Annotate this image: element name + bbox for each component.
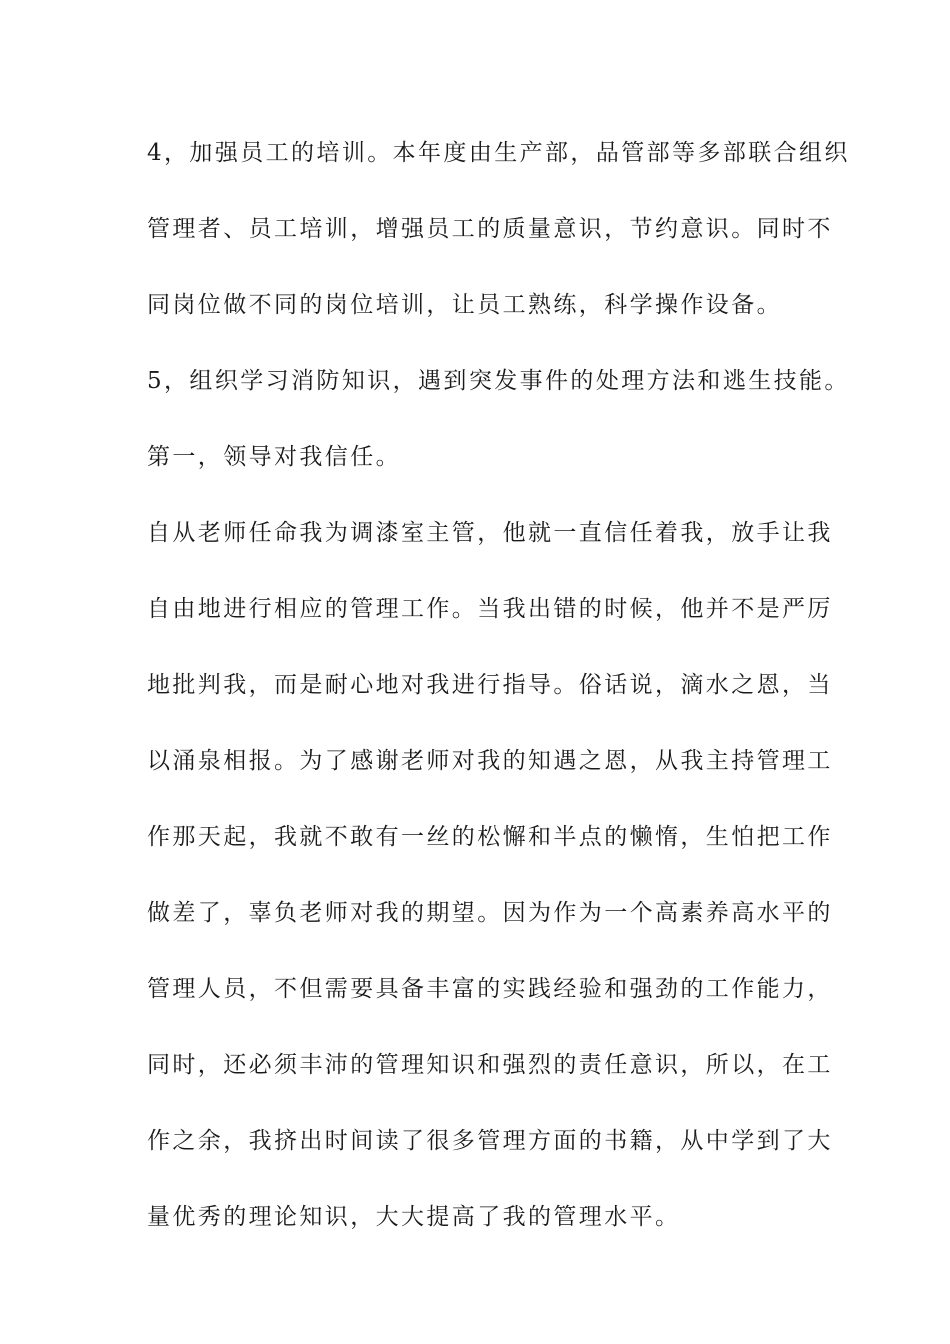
paragraph-line: 同岗位做不同的岗位培训，让员工熟练，科学操作设备。 [147, 292, 782, 318]
paragraph-line: 同时，还必须丰沛的管理知识和强烈的责任意识，所以，在工 [147, 1052, 833, 1078]
paragraph-line: 4，加强员工的培训。本年度由生产部，品管部等多部联合组织 [147, 140, 850, 166]
section-heading: 第一，领导对我信任。 [147, 444, 401, 470]
paragraph-line: 量优秀的理论知识，大大提高了我的管理水平。 [147, 1204, 681, 1230]
paragraph-line: 以涌泉相报。为了感谢老师对我的知遇之恩，从我主持管理工 [147, 748, 833, 774]
paragraph-line: 管理人员，不但需要具备丰富的实践经验和强劲的工作能力， [147, 976, 833, 1002]
paragraph-line: 作那天起，我就不敢有一丝的松懈和半点的懒惰，生怕把工作 [147, 824, 833, 850]
paragraph-line: 自由地进行相应的管理工作。当我出错的时候，他并不是严厉 [147, 596, 833, 622]
paragraph-line: 5，组织学习消防知识，遇到突发事件的处理方法和逃生技能。 [147, 368, 850, 394]
paragraph-line: 自从老师任命我为调漆室主管，他就一直信任着我，放手让我 [147, 520, 833, 546]
paragraph-line: 做差了，辜负老师对我的期望。因为作为一个高素养高水平的 [147, 900, 833, 926]
paragraph-line: 管理者、员工培训，增强员工的质量意识，节约意识。同时不 [147, 216, 833, 242]
paragraph-line: 作之余，我挤出时间读了很多管理方面的书籍，从中学到了大 [147, 1128, 833, 1154]
document-body [147, 134, 850, 1274]
paragraph-line: 地批判我，而是耐心地对我进行指导。俗话说，滴水之恩，当 [147, 672, 833, 698]
